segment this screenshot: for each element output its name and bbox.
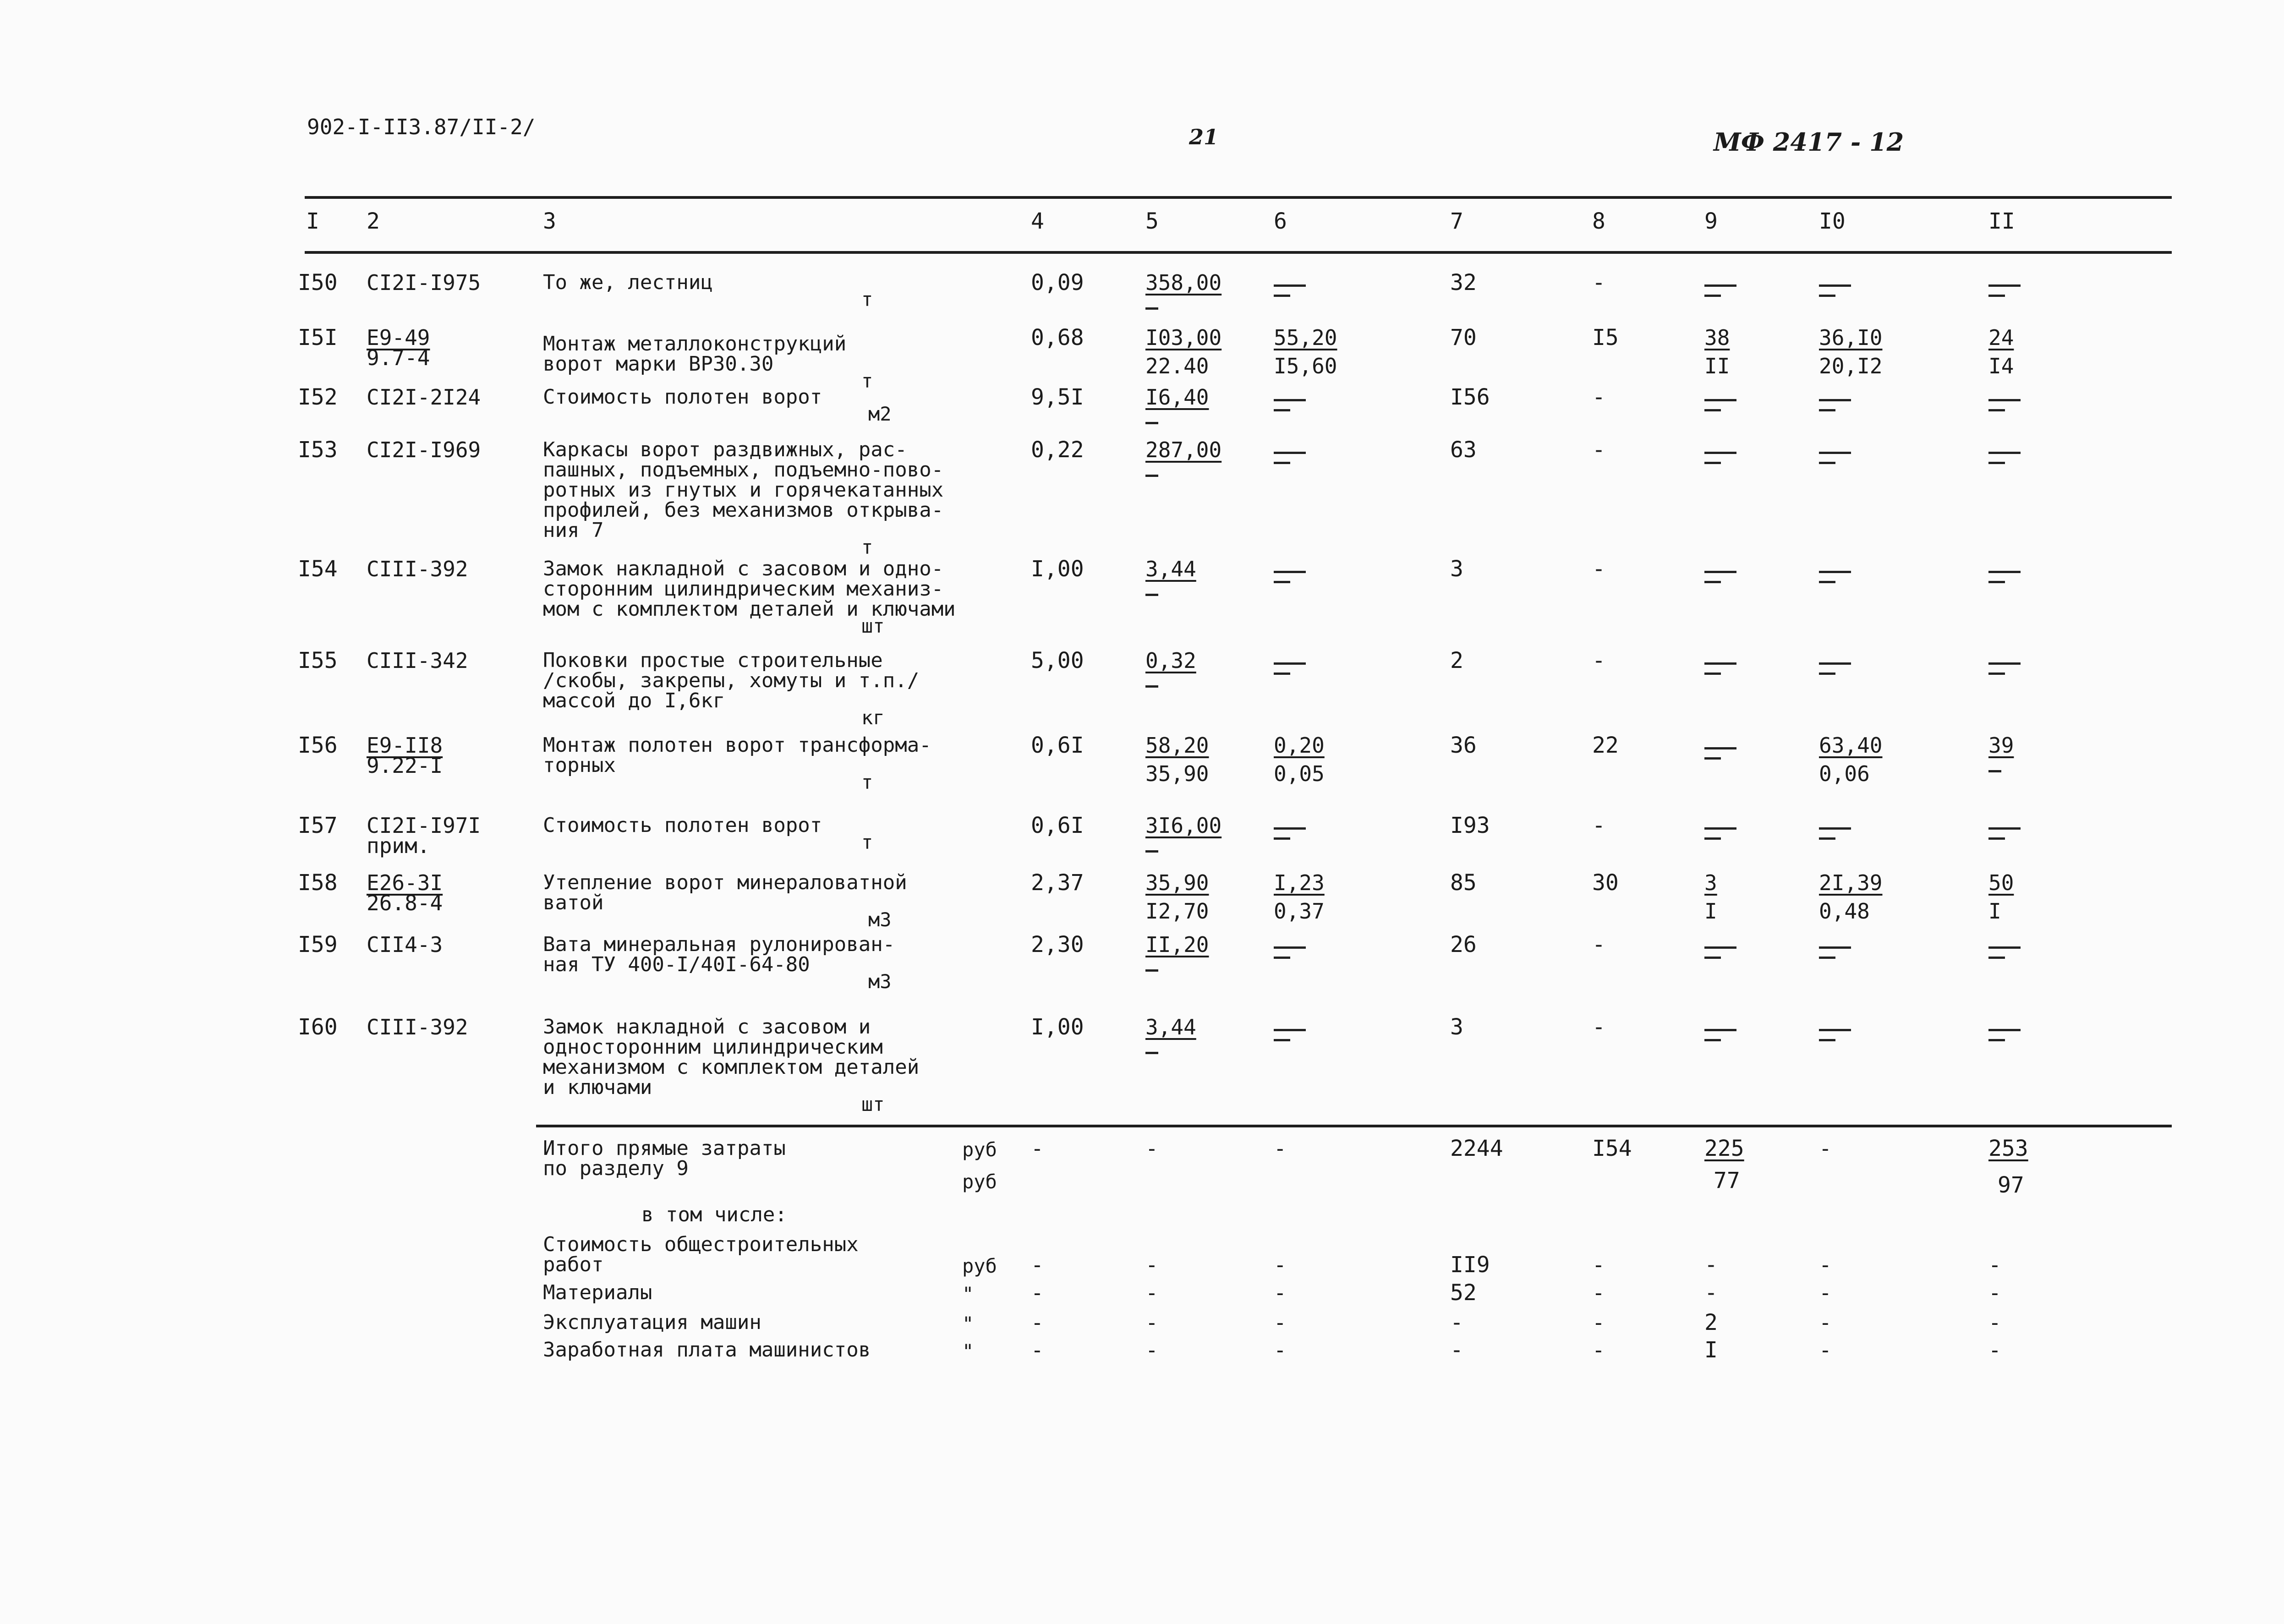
row-unit: т [861, 536, 873, 558]
col11-value-top: 24 [1988, 325, 2014, 350]
col11-value-dash-bottom [1988, 581, 2005, 583]
row-description: ная ТУ 400-I/40I-64-80 [543, 953, 810, 976]
totals-dash-1: - [1145, 1136, 1158, 1161]
subtotal-col9: I [1704, 1337, 1718, 1363]
col10-value-dash-top [1819, 452, 1851, 454]
col6-value-dash-bottom [1274, 581, 1290, 583]
totals-unit-2: руб [962, 1170, 997, 1193]
col6-value-top: I,23 [1274, 870, 1325, 895]
totals-col7: 2244 [1450, 1136, 1503, 1161]
subtotal-dash: - [1274, 1338, 1287, 1362]
col6-value-bottom: I5,60 [1274, 354, 1337, 378]
subtotal-dash: - [1145, 1280, 1158, 1305]
row-description: сторонним цилиндрическим механиз- [543, 577, 944, 601]
col9-value-bottom: II [1704, 354, 1730, 378]
col10-value-dash-top [1819, 827, 1851, 830]
col8-value: - [1592, 648, 1605, 673]
col11-value-top: 39 [1988, 733, 2014, 758]
col6-value-dash-top [1274, 571, 1306, 573]
row-description: массой до I,6кг [543, 689, 725, 712]
col9-value-dash-top [1704, 399, 1736, 401]
col6-value-dash-top [1274, 284, 1306, 287]
col10-value-top: 2I,39 [1819, 870, 1883, 895]
column-header-10: I0 [1819, 208, 1846, 234]
col5-value-top: 58,20 [1145, 733, 1209, 758]
subtotal-dash: - [1145, 1310, 1158, 1335]
col9-value-dash-bottom [1704, 1039, 1721, 1041]
col4-value: 9,5I [1031, 384, 1084, 410]
subtotal-dash: - [1031, 1338, 1044, 1362]
doc-code: 902-I-II3.87/II-2/ [307, 115, 536, 139]
col7-value: 3 [1450, 556, 1463, 582]
row-code: CIII-342 [367, 648, 468, 673]
row-number: I60 [298, 1014, 338, 1040]
row-number: I57 [298, 813, 338, 838]
totals-col11-top: 253 [1988, 1136, 2028, 1161]
col11-value-dash-top [1988, 284, 2021, 287]
col5-value-dash [1145, 850, 1158, 853]
including-label: в том числе: [641, 1203, 787, 1226]
row-unit: шт [861, 1093, 885, 1115]
col7-value: 63 [1450, 437, 1477, 463]
column-header-2: 2 [367, 208, 380, 234]
row-code: E26-3I [367, 870, 443, 895]
row-description: торных [543, 754, 616, 777]
subtotal-dash: - [1274, 1310, 1287, 1335]
col11-value-dash [1988, 770, 2001, 772]
column-header-9: 9 [1704, 208, 1718, 234]
col10-value-dash-bottom [1819, 462, 1835, 464]
subtotal-col11: - [1988, 1252, 2001, 1277]
col10-value-bottom: 20,I2 [1819, 354, 1883, 378]
row-description: /скобы, закрепы, хомуты и т.п./ [543, 669, 920, 692]
subtotal-col9: - [1704, 1252, 1718, 1278]
col9-value-dash-bottom [1704, 673, 1721, 675]
column-header-5: 5 [1145, 208, 1159, 234]
col7-value: 85 [1450, 870, 1477, 896]
col5-value-bottom: 35,90 [1145, 761, 1209, 786]
subtotal-dash: - [1274, 1280, 1287, 1305]
row-unit: т [861, 288, 873, 311]
col9-value-dash-top [1704, 284, 1736, 287]
col7-value: 32 [1450, 270, 1477, 295]
row-description: и ключами [543, 1076, 652, 1099]
col11-value-dash-bottom [1988, 673, 2005, 675]
subtotal-col8: - [1592, 1338, 1605, 1362]
col9-value-dash-top [1704, 827, 1736, 830]
col9-value-dash-top [1704, 946, 1736, 949]
row-unit: м3 [868, 908, 892, 931]
totals-col10: - [1819, 1136, 1832, 1161]
subtotal-dash: - [1031, 1280, 1044, 1305]
col9-value-dash-top [1704, 747, 1736, 749]
col9-value-dash-top [1704, 571, 1736, 573]
col11-value-dash-bottom [1988, 837, 2005, 840]
row-code: E9-II8 [367, 733, 443, 758]
row-unit: шт [861, 615, 885, 637]
col10-value-top: 63,40 [1819, 733, 1883, 758]
row-unit: м3 [868, 970, 892, 993]
col9-value-top: 38 [1704, 325, 1730, 350]
col8-value: I5 [1592, 325, 1619, 350]
col11-value-dash-top [1988, 452, 2021, 454]
col5-value-bottom: 22.40 [1145, 354, 1209, 378]
col11-value-dash-bottom [1988, 1039, 2005, 1041]
col5-value-bottom: I2,70 [1145, 899, 1209, 924]
row-number: I55 [298, 648, 338, 673]
row-code: 26.8-4 [367, 891, 443, 915]
row-unit: т [861, 831, 873, 853]
col9-value-dash-bottom [1704, 757, 1721, 760]
row-description: Стоимость полотен ворот [543, 814, 822, 837]
col11-value-dash-top [1988, 946, 2021, 949]
row-description: Замок накладной с засовом и одно- [543, 557, 944, 580]
sheet-mark: МФ 2417 - 12 [1714, 127, 1904, 157]
subtotal-col11: - [1988, 1338, 2001, 1362]
col6-value-top: 0,20 [1274, 733, 1325, 758]
col6-value-dash-bottom [1274, 673, 1290, 675]
subtotal-unit: " [962, 1312, 974, 1335]
col11-value-dash-bottom [1988, 295, 2005, 297]
subtotal-col9: - [1704, 1280, 1718, 1306]
totals-col9-top: 225 [1704, 1136, 1744, 1161]
column-header-4: 4 [1031, 208, 1044, 234]
subtotal-col10: - [1819, 1280, 1832, 1305]
subtotal-col7: - [1450, 1310, 1463, 1335]
col8-value: - [1592, 437, 1605, 463]
col6-value-dash-bottom [1274, 462, 1290, 464]
row-description: То же, лестниц [543, 271, 713, 294]
col4-value: 0,6I [1031, 813, 1084, 838]
totals-label-line2: по разделу 9 [543, 1157, 689, 1180]
col11-value-dash-bottom [1988, 957, 2005, 959]
col5-value-top: 0,32 [1145, 648, 1196, 673]
col6-value-dash-bottom [1274, 957, 1290, 959]
column-header-1: I [306, 208, 319, 234]
col6-value-bottom: 0,37 [1274, 899, 1325, 924]
col10-value-dash-bottom [1819, 1039, 1835, 1041]
row-description: Поковки простые строительные [543, 649, 883, 672]
col5-value-top: 358,00 [1145, 270, 1222, 295]
row-unit: т [861, 370, 873, 392]
col10-value-dash-top [1819, 399, 1851, 401]
subtotal-col9: 2 [1704, 1310, 1718, 1335]
row-code: 9.22-I [367, 753, 443, 778]
row-description: ния 7 [543, 519, 604, 542]
col9-value-dash-bottom [1704, 837, 1721, 840]
col5-value-dash [1145, 1052, 1158, 1054]
col10-value-dash-bottom [1819, 295, 1835, 297]
subtotal-col7: 52 [1450, 1280, 1477, 1306]
row-number: I58 [298, 870, 338, 896]
col5-value-top: 3,44 [1145, 557, 1196, 581]
col11-value-dash-bottom [1988, 409, 2005, 411]
col11-value-bottom: I4 [1988, 354, 2014, 378]
col10-value-dash-bottom [1819, 409, 1835, 411]
column-header-8: 8 [1592, 208, 1605, 234]
col11-value-dash-top [1988, 827, 2021, 830]
row-code: CIII-392 [367, 557, 468, 581]
subtotal-col11: - [1988, 1280, 2001, 1305]
totals-top-border [536, 1125, 2172, 1127]
col11-value-dash-top [1988, 571, 2021, 573]
col4-value: I,00 [1031, 556, 1084, 582]
column-header-7: 7 [1450, 208, 1463, 234]
col5-value-top: 3I6,00 [1145, 813, 1222, 838]
subtotal-dash: - [1145, 1338, 1158, 1362]
col10-value-dash-bottom [1819, 581, 1835, 583]
col9-value-dash-top [1704, 452, 1736, 454]
col6-value-dash-top [1274, 1029, 1306, 1031]
table-top-border [305, 196, 2172, 199]
col8-value: - [1592, 556, 1605, 582]
row-description: профилей, без механизмов открыва- [543, 498, 944, 522]
col9-value-dash-bottom [1704, 581, 1721, 583]
col10-value-dash-bottom [1819, 837, 1835, 840]
col6-value-bottom: 0,05 [1274, 761, 1325, 786]
subtotal-dash: - [1031, 1310, 1044, 1335]
subtotal-label: Заработная плата машинистов [543, 1338, 871, 1362]
col4-value: 0,22 [1031, 437, 1084, 463]
col5-value-dash [1145, 685, 1158, 688]
col9-value-dash-bottom [1704, 462, 1721, 464]
subtotal-col10: - [1819, 1310, 1832, 1335]
row-description: Монтаж металлоконструкций [543, 332, 847, 355]
row-description: Стоимость полотен ворот [543, 385, 822, 409]
col4-value: 2,30 [1031, 932, 1084, 957]
subtotal-col8: - [1592, 1252, 1605, 1277]
col6-value-dash-bottom [1274, 837, 1290, 840]
col7-value: I93 [1450, 813, 1490, 838]
col9-value-top: 3 [1704, 870, 1717, 895]
row-number: I50 [298, 270, 338, 295]
subtotal-col7: - [1450, 1337, 1463, 1363]
col8-value: - [1592, 932, 1605, 957]
column-header-6: 6 [1274, 208, 1287, 234]
col9-value-dash-bottom [1704, 957, 1721, 959]
col11-value-dash-bottom [1988, 462, 2005, 464]
col10-value-bottom: 0,48 [1819, 899, 1870, 924]
subtotal-unit: " [962, 1340, 974, 1362]
col8-value: 30 [1592, 870, 1619, 896]
row-description: Вата минеральная рулонирован- [543, 933, 895, 956]
col4-value: I,00 [1031, 1014, 1084, 1040]
subtotal-dash: - [1031, 1252, 1044, 1277]
row-code: CI2I-I975 [367, 270, 481, 295]
col10-value-dash-bottom [1819, 673, 1835, 675]
col4-value: 0,68 [1031, 325, 1084, 350]
col10-value-bottom: 0,06 [1819, 761, 1870, 786]
subtotal-dash: - [1274, 1252, 1287, 1277]
col9-value-dash-top [1704, 662, 1736, 665]
col4-value: 5,00 [1031, 648, 1084, 673]
col11-value-dash-top [1988, 1029, 2021, 1031]
col11-value-bottom: I [1988, 899, 2001, 924]
col5-value-dash [1145, 969, 1158, 972]
row-number: I59 [298, 932, 338, 957]
col5-value-top: 287,00 [1145, 437, 1222, 462]
subtotal-unit: " [962, 1283, 974, 1305]
totals-col9-bottom: 77 [1714, 1168, 1740, 1193]
col11-value-top: 50 [1988, 870, 2014, 895]
row-code: CI2I-I969 [367, 437, 481, 462]
row-description: Монтаж полотен ворот трансформа- [543, 733, 931, 757]
col7-value: I56 [1450, 384, 1490, 410]
totals-unit-1: руб [962, 1138, 997, 1161]
col8-value: - [1592, 270, 1605, 295]
col5-value-top: II,20 [1145, 932, 1209, 957]
row-number: I54 [298, 556, 338, 582]
col6-value-top: 55,20 [1274, 325, 1337, 350]
col8-value: 22 [1592, 733, 1619, 758]
col9-value-bottom: I [1704, 899, 1717, 924]
col5-value-top: I03,00 [1145, 325, 1222, 350]
row-code: CI2I-2I24 [367, 385, 481, 410]
page-number: 21 [1189, 125, 1219, 149]
row-unit: м2 [868, 403, 892, 425]
col4-value: 2,37 [1031, 870, 1084, 896]
col6-value-dash-top [1274, 399, 1306, 401]
col5-value-top: 35,90 [1145, 870, 1209, 895]
row-number: I5I [298, 325, 338, 350]
col7-value: 3 [1450, 1014, 1463, 1040]
col9-value-dash-top [1704, 1029, 1736, 1031]
col5-value-top: I6,40 [1145, 385, 1209, 410]
totals-dash-0: - [1031, 1136, 1044, 1161]
col6-value-dash-bottom [1274, 1039, 1290, 1041]
col6-value-dash-bottom [1274, 295, 1290, 297]
header-bottom-border [305, 251, 2172, 254]
subtotal-col11: - [1988, 1310, 2001, 1335]
col4-value: 0,6I [1031, 733, 1084, 758]
row-description: Утепление ворот минераловатной [543, 871, 907, 894]
col6-value-dash-top [1274, 827, 1306, 830]
row-description: односторонним цилиндрическим [543, 1035, 883, 1059]
row-description: мом с комплектом деталей и ключами [543, 597, 956, 621]
row-code: CI2I-I97I [367, 813, 481, 838]
subtotal-col8: - [1592, 1280, 1605, 1305]
col6-value-dash-bottom [1274, 409, 1290, 411]
col4-value: 0,09 [1031, 270, 1084, 295]
row-code: прим. [367, 833, 430, 858]
subtotal-label: работ [543, 1253, 604, 1276]
totals-label-line1: Итого прямые затраты [543, 1137, 786, 1160]
row-number: I52 [298, 384, 338, 410]
col9-value-dash-bottom [1704, 295, 1721, 297]
col7-value: 36 [1450, 733, 1477, 758]
subtotal-col8: - [1592, 1310, 1605, 1335]
row-description: пашных, подъемных, подъемно-пово- [543, 458, 944, 481]
subtotal-col10: - [1819, 1338, 1832, 1362]
col6-value-dash-top [1274, 946, 1306, 949]
totals-col11-bottom: 97 [1998, 1172, 2024, 1198]
subtotal-dash: - [1145, 1252, 1158, 1277]
col10-value-dash-top [1819, 571, 1851, 573]
row-description: ватой [543, 891, 604, 914]
totals-col8: I54 [1592, 1136, 1632, 1161]
column-header-3: 3 [543, 208, 556, 234]
subtotal-label: Эксплуатация машин [543, 1311, 761, 1334]
row-code: 9.7-4 [367, 345, 430, 370]
subtotal-label: Материалы [543, 1281, 652, 1304]
col7-value: 2 [1450, 648, 1463, 673]
row-number: I56 [298, 733, 338, 758]
column-header-11: II [1988, 208, 2015, 234]
col9-value-dash-bottom [1704, 409, 1721, 411]
row-code: CII4-3 [367, 932, 443, 957]
row-description: Каркасы ворот раздвижных, рас- [543, 438, 907, 461]
col7-value: 26 [1450, 932, 1477, 957]
row-description: ротных из гнутых и горячекатанных [543, 478, 944, 502]
col11-value-dash-top [1988, 662, 2021, 665]
totals-dash-2: - [1274, 1136, 1287, 1161]
col10-value-dash-bottom [1819, 957, 1835, 959]
row-description: ворот марки ВР30.30 [543, 352, 774, 376]
subtotal-label: Стоимость общестроительных [543, 1233, 859, 1256]
col5-value-dash [1145, 594, 1158, 596]
col5-value-top: 3,44 [1145, 1015, 1196, 1039]
row-code: CIII-392 [367, 1015, 468, 1039]
col10-value-dash-top [1819, 662, 1851, 665]
col5-value-dash [1145, 307, 1158, 310]
col10-value-dash-top [1819, 1029, 1851, 1031]
row-unit: т [861, 771, 873, 793]
col10-value-dash-top [1819, 284, 1851, 287]
col6-value-dash-top [1274, 662, 1306, 665]
row-unit: кг [861, 706, 885, 729]
subtotal-col7: II9 [1450, 1252, 1490, 1278]
subtotal-unit: руб [962, 1255, 997, 1277]
col5-value-dash [1145, 475, 1158, 477]
col11-value-dash-top [1988, 399, 2021, 401]
row-description: механизмом с комплектом деталей [543, 1055, 920, 1079]
row-code: E9-49 [367, 325, 430, 350]
col6-value-dash-top [1274, 452, 1306, 454]
col10-value-dash-top [1819, 946, 1851, 949]
col10-value-top: 36,I0 [1819, 325, 1883, 350]
col7-value: 70 [1450, 325, 1477, 350]
col8-value: - [1592, 384, 1605, 410]
col8-value: - [1592, 1014, 1605, 1040]
subtotal-col10: - [1819, 1252, 1832, 1277]
col8-value: - [1592, 813, 1605, 838]
row-number: I53 [298, 437, 338, 463]
col5-value-dash [1145, 422, 1158, 424]
row-description: Замок накладной с засовом и [543, 1015, 871, 1039]
